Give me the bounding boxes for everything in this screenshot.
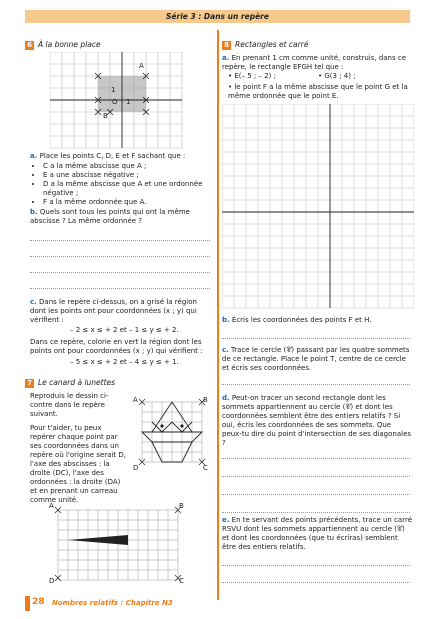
column-divider — [217, 30, 219, 600]
ex8-question-d: d. Peut-on tracer un second rectangle dont les sommets appartiennent au cercle (𝒞) et dont les coordonnées semblent être des entiers relatifs ? Si oui, écris les coordonnées de ses sommets. Que peux-tu dire du point d'intersection de ses diagonales ? — [222, 394, 412, 447]
answer-corner-a: A — [49, 502, 54, 510]
answer-line[interactable] — [222, 565, 410, 566]
corner-c-label: C — [203, 464, 208, 472]
answer-line[interactable] — [30, 288, 210, 289]
origin-label: O — [112, 98, 118, 106]
answer-line[interactable] — [222, 338, 410, 339]
ex7-number: 7 — [25, 379, 34, 388]
answer-line[interactable] — [30, 256, 210, 257]
list-item: • C a la même abscisse que A ; — [43, 162, 235, 171]
corner-a-label: A — [133, 396, 138, 404]
ex6-question-b: b. Quels sont tous les points qui ont la même abscisse ? La même ordonnée ? — [30, 208, 190, 225]
list-item: • E a une abscisse négative ; — [43, 171, 235, 180]
ex8-title: Rectangles et carré — [235, 40, 309, 49]
answer-corner-c: C — [179, 577, 184, 585]
ex6-title: À la bonne place — [38, 40, 101, 49]
unit-y-label: 1 — [111, 86, 116, 94]
list-item: • F a la même ordonnée que A. — [43, 198, 235, 207]
ex6-question-a: a. Place les points C, D, E et F sachant que : — [30, 152, 186, 160]
point-e: • E(– 5 ; – 2) ; — [228, 72, 276, 80]
ex8-number: 8 — [222, 41, 231, 50]
answer-corner-b: B — [179, 502, 184, 510]
answer-line[interactable] — [222, 384, 410, 385]
answer-line[interactable] — [30, 240, 210, 241]
answer-line[interactable] — [222, 458, 410, 459]
answer-line[interactable] — [222, 494, 410, 495]
point-a-label: A — [139, 62, 144, 70]
ex6-conditions-list — [25, 162, 235, 207]
duck-model-drawing — [136, 396, 214, 470]
page-number: 28 — [32, 597, 45, 607]
answer-line[interactable] — [30, 272, 210, 273]
duck-answer-grid[interactable] — [52, 506, 184, 582]
inequality-2: – 5 ≤ x ≤ + 2 et – 4 ≤ y ≤ + 1. — [70, 358, 179, 366]
ex8-question-b: b. Écris les coordonnées des points F et H. — [222, 316, 372, 324]
answer-line[interactable] — [222, 582, 410, 583]
ex6-grid — [50, 52, 190, 152]
answer-line[interactable] — [222, 476, 410, 477]
ex7-hint: Pour t'aider, tu peux repérer chaque point par ses coordonnées dans un repère où l'origine serait D, l'axe des abscisses : la droite (DC), l'axe des ordonnées : la droite (DA) et en prenant un carreau comme unité. — [30, 424, 126, 504]
series-banner: Série 3 : Dans un repère — [25, 10, 410, 23]
point-b-label: B — [103, 112, 108, 120]
ex8-question-a: a. En prenant 1 cm comme unité, construis, dans ce repère, le rectangle EFGH tel que : — [222, 54, 407, 71]
answer-corner-d: D — [49, 577, 55, 585]
ex8-coordinate-grid[interactable] — [222, 104, 414, 310]
footer-bar — [25, 596, 30, 611]
ex8-heading — [222, 40, 308, 50]
corner-b-label: B — [203, 396, 208, 404]
list-item: • D a la même abscisse que A et une ordonnée négative ; — [43, 180, 235, 198]
answer-line[interactable] — [222, 512, 410, 513]
corner-d-label: D — [133, 464, 139, 472]
ex6-question-c2: Dans ce repère, colorie en vert la région dont les points ont pour coordonnées (x ; y) qui vérifient : — [30, 338, 203, 355]
ex7-heading — [25, 378, 115, 388]
inequality-1: – 2 ≤ x ≤ + 2 et – 1 ≤ y ≤ + 2. — [70, 326, 179, 334]
ex8-question-e: e. En te servant des points précédents, trace un carré RSVU dont les sommets appartiennent au cercle (𝒞) et dont les coordonnées (que tu écriras) semblent être des entiers relatifs. — [222, 516, 413, 551]
point-f: • le point F a la même abscisse que le point G et la même ordonnée que le point E. — [228, 83, 408, 100]
unit-x-label: 1 — [126, 98, 131, 106]
ex7-title: Le canard à lunettes — [38, 378, 116, 387]
ex8-question-c: c. Trace le cercle (𝒞) passant par les quatre sommets de ce rectangle. Place le point T, centre de ce cercle et écris ses coordonnées. — [222, 346, 410, 372]
ex7-instruction: Reproduis le dessin ci-contre dans le repère suivant. — [30, 392, 109, 418]
chapter-label: Nombres relatifs : Chapitre N3 — [52, 599, 173, 607]
ex6-question-c: c. Dans le repère ci-dessus, on a grisé la région dont les points ont pour coordonnées (x ; y) qui vérifient : — [30, 298, 197, 324]
point-g: • G(3 ; 4) ; — [318, 72, 356, 80]
ex6-number: 6 — [25, 41, 34, 50]
ex6-heading — [25, 40, 101, 50]
